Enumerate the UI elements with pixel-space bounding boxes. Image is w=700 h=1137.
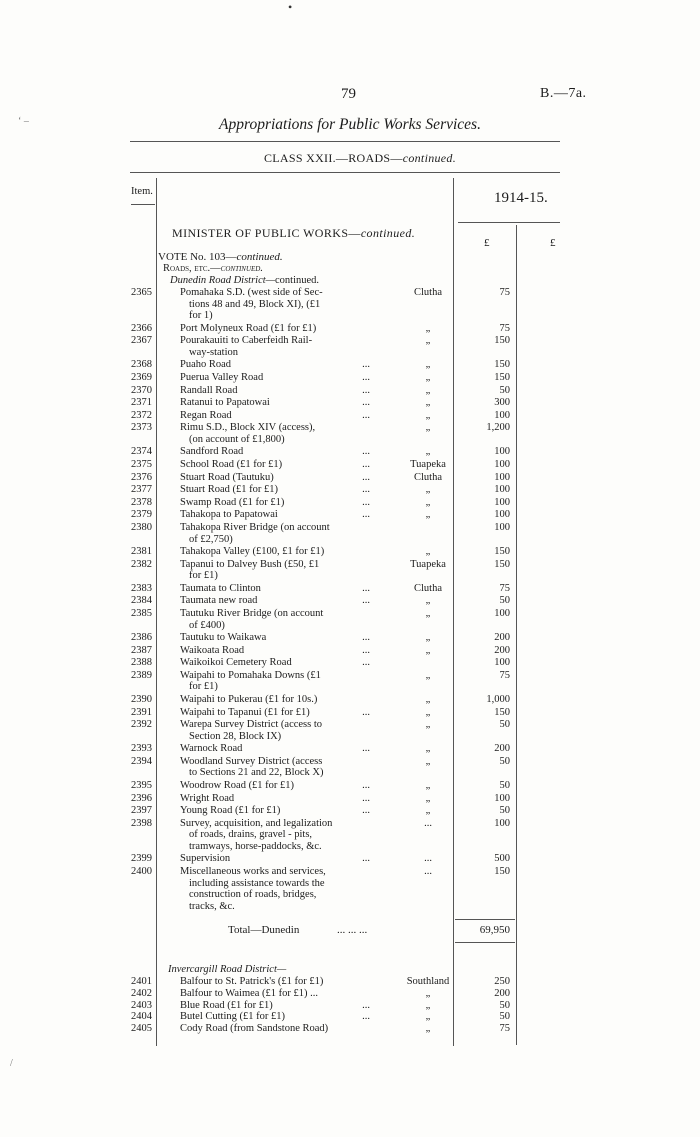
electoral-district: „ xyxy=(425,706,431,718)
description-line: Waipahi to Pomahaka Downs (£1 xyxy=(180,669,321,681)
amount: 150 xyxy=(494,558,510,570)
item-description xyxy=(180,988,370,1000)
item-column-header: Item. xyxy=(131,186,153,197)
amount: 50 xyxy=(499,755,510,767)
item-number: 2384 xyxy=(131,595,152,607)
item-number: 2405 xyxy=(131,1023,152,1035)
description-line: Taumata new road xyxy=(180,595,258,607)
amount: 75 xyxy=(499,1023,510,1035)
scan-mark: ‘ – xyxy=(18,116,29,127)
description-line: Ratanui to Papatowai xyxy=(180,397,270,409)
leader-dots: ... xyxy=(362,582,370,594)
electoral-district: „ xyxy=(425,755,431,767)
item-number: 2386 xyxy=(131,632,152,644)
description-line: Blue Road (£1 for £1) xyxy=(180,999,273,1011)
description-line: Rimu S.D., Block XIV (access), xyxy=(180,422,316,434)
total-amount: 69,950 xyxy=(479,924,510,936)
electoral-district: „ xyxy=(425,805,431,817)
pound-sign-2: £ xyxy=(550,237,556,249)
electoral-district: „ xyxy=(425,1011,431,1023)
electoral-district: Clutha xyxy=(414,471,442,483)
amount: 200 xyxy=(494,987,510,999)
pound-sign-1: £ xyxy=(484,237,490,249)
item-description xyxy=(180,446,370,458)
item-description xyxy=(180,756,370,779)
amount: 200 xyxy=(494,743,510,755)
total-leader-dots: ... ... ... xyxy=(337,924,368,936)
item-description xyxy=(180,595,370,607)
electoral-district: „ xyxy=(425,669,431,681)
item-number: 2395 xyxy=(131,780,152,791)
item-description xyxy=(180,522,370,545)
leader-dots: ... xyxy=(362,644,370,656)
item-description xyxy=(180,472,370,484)
amount: 300 xyxy=(494,397,510,409)
total-label: Total—Dunedin xyxy=(228,924,300,936)
minister-text: MINISTER OF PUBLIC WORKS— xyxy=(172,226,361,240)
description-line: Waikoata Road xyxy=(180,644,245,656)
electoral-district: „ xyxy=(425,694,431,705)
description-line: Waikoikoi Cemetery Road xyxy=(180,657,292,669)
electoral-district: „ xyxy=(425,422,431,434)
electoral-district: „ xyxy=(425,780,431,791)
description-line: Cody Road (from Sandstone Road) xyxy=(180,1023,329,1035)
description-line: Puerua Valley Road xyxy=(180,371,264,383)
electoral-district: „ xyxy=(425,608,431,619)
scan-mark: • xyxy=(288,0,293,14)
electoral-district: ... xyxy=(424,817,432,829)
item-description xyxy=(180,805,370,817)
item-number: 2400 xyxy=(131,866,152,877)
item-description xyxy=(180,866,370,912)
item-description xyxy=(180,559,370,582)
description-line: tions 48 and 49, Block XI), (£1 xyxy=(189,298,321,310)
electoral-district: „ xyxy=(425,335,431,347)
electoral-district: Tuapeka xyxy=(410,558,446,570)
amount: 50 xyxy=(499,805,510,817)
item-description xyxy=(180,546,370,558)
amount: 500 xyxy=(494,853,510,865)
amount: 150 xyxy=(494,706,510,718)
item-description xyxy=(180,335,370,358)
item-description xyxy=(180,459,370,471)
amount: 100 xyxy=(494,509,510,521)
item-number: 2367 xyxy=(131,335,152,347)
item-description xyxy=(180,1011,370,1023)
item-description xyxy=(180,645,370,657)
amount: 100 xyxy=(494,817,510,829)
amount: 75 xyxy=(499,322,510,334)
leader-dots: ... xyxy=(362,1011,370,1023)
item-number: 2366 xyxy=(131,322,152,334)
item-number: 2380 xyxy=(131,522,152,533)
leader-dots: ... xyxy=(362,706,370,718)
description-line: Taumata to Clinton xyxy=(180,582,261,594)
item-description xyxy=(180,632,370,644)
description-line: Miscellaneous works and services, xyxy=(180,866,326,877)
leader-dots: ... xyxy=(362,595,370,607)
item-number: 2392 xyxy=(131,719,152,731)
description-line: Wright Road xyxy=(180,792,235,804)
leader-dots: ... xyxy=(362,632,370,644)
description-line: Tahakopa Valley (£100, £1 for £1) xyxy=(180,546,325,558)
item-number: 2385 xyxy=(131,608,152,619)
total-lower-rule xyxy=(455,942,515,943)
item-number: 2398 xyxy=(131,817,152,829)
description-line: Port Molyneux Road (£1 for £1) xyxy=(180,322,317,334)
amount: 150 xyxy=(494,866,510,877)
minister-continued: continued. xyxy=(360,226,416,240)
item-number: 2404 xyxy=(131,1011,152,1023)
electoral-district: „ xyxy=(425,719,431,731)
leader-dots: ... xyxy=(362,446,370,458)
item-description xyxy=(180,410,370,422)
electoral-district: Clutha xyxy=(414,287,442,298)
dunedin-district-heading xyxy=(170,275,319,286)
item-number: 2399 xyxy=(131,853,152,865)
electoral-district: „ xyxy=(425,384,431,396)
description-line: Survey, acquisition, and legalization xyxy=(180,817,333,829)
item-number: 2397 xyxy=(131,805,152,817)
item-number: 2403 xyxy=(131,999,152,1011)
description-line: Waipahi to Tapanui (£1 for £1) xyxy=(180,706,310,718)
electoral-district: Southland xyxy=(406,976,450,987)
item-number: 2378 xyxy=(131,496,152,508)
item-number: 2379 xyxy=(131,509,152,521)
year-column-header: 1914-15. xyxy=(494,190,548,206)
dunedin-district-continued: continued. xyxy=(275,275,320,286)
scan-mark: / xyxy=(10,1058,13,1069)
description-line: Tapanui to Dalvey Bush (£50, £1 xyxy=(180,558,320,570)
description-line: way-station xyxy=(189,346,238,358)
item-description xyxy=(180,818,370,853)
description-line: Tautuku to Waikawa xyxy=(180,632,267,644)
item-number: 2374 xyxy=(131,446,152,458)
item-number: 2373 xyxy=(131,422,152,434)
item-description xyxy=(180,422,370,445)
amount: 100 xyxy=(494,446,510,458)
item-description xyxy=(180,1000,370,1012)
description-line: Randall Road xyxy=(180,384,238,396)
item-description xyxy=(180,670,370,693)
amount: 75 xyxy=(499,287,510,298)
item-header-rule xyxy=(131,204,155,205)
vote-continued: continued. xyxy=(236,251,283,263)
amount: 50 xyxy=(499,780,510,791)
leader-dots: ... xyxy=(362,657,370,669)
item-number: 2382 xyxy=(131,558,152,570)
description-line: tramways, horse-paddocks, &c. xyxy=(189,840,322,852)
item-description xyxy=(180,397,370,409)
item-description xyxy=(180,657,370,669)
electoral-district: „ xyxy=(425,1023,431,1035)
electoral-district: „ xyxy=(425,595,431,607)
amount: 150 xyxy=(494,359,510,371)
description-line: to Sections 21 and 22, Block X) xyxy=(189,767,324,779)
item-number: 2393 xyxy=(131,743,152,755)
amount-column-divider xyxy=(516,225,517,1045)
leader-dots: ... xyxy=(362,509,370,521)
electoral-district: „ xyxy=(425,987,431,999)
electoral-district: „ xyxy=(425,484,431,496)
description-line: construction of roads, bridges, xyxy=(189,889,317,900)
description-line: Tahakopa River Bridge (on account xyxy=(180,522,330,533)
amount: 250 xyxy=(494,976,510,987)
description-line: (on account of £1,800) xyxy=(189,433,285,445)
electoral-district: „ xyxy=(425,359,431,371)
electoral-district: Clutha xyxy=(414,582,442,594)
amount: 150 xyxy=(494,546,510,558)
description-line: for £1) xyxy=(189,570,218,582)
leader-dots: ... xyxy=(362,384,370,396)
amount: 1,200 xyxy=(486,422,510,434)
description-line: Regan Road xyxy=(180,409,232,421)
item-description xyxy=(180,372,370,384)
amount: 100 xyxy=(494,608,510,619)
description-line: Pomahaka S.D. (west side of Sec- xyxy=(180,287,323,298)
electoral-district: „ xyxy=(425,546,431,558)
item-number: 2394 xyxy=(131,755,152,767)
item-description xyxy=(180,976,370,988)
amount: 100 xyxy=(494,496,510,508)
description-line: of £2,750) xyxy=(189,533,233,545)
item-description xyxy=(180,694,370,706)
description-line: Butel Cutting (£1 for £1) xyxy=(180,1011,285,1023)
class-heading-text: CLASS XXII.—ROADS— xyxy=(263,151,403,165)
page-title: Appropriations for Public Works Services. xyxy=(219,116,481,133)
description-line: including assistance towards the xyxy=(189,877,325,889)
amount: 100 xyxy=(494,522,510,533)
description-line: Woodland Survey District (access xyxy=(180,755,323,767)
page-number: 79 xyxy=(341,86,356,102)
item-description xyxy=(180,287,370,322)
item-number: 2401 xyxy=(131,976,152,987)
item-column-divider xyxy=(156,178,157,1046)
item-description xyxy=(180,707,370,719)
item-description xyxy=(180,1023,370,1035)
item-description xyxy=(180,323,370,335)
class-heading xyxy=(0,151,700,166)
year-header-rule xyxy=(458,222,560,223)
leader-dots: ... xyxy=(362,359,370,371)
electoral-district: „ xyxy=(425,446,431,458)
item-number: 2371 xyxy=(131,397,152,409)
amount: 100 xyxy=(494,484,510,496)
description-line: Section 28, Block IX) xyxy=(189,730,282,742)
electoral-district: „ xyxy=(425,322,431,334)
item-description xyxy=(180,719,370,742)
leader-dots: ... xyxy=(362,805,370,817)
title-rule xyxy=(130,141,560,142)
description-line: Pourakauiti to Caberfeidh Rail- xyxy=(180,335,313,347)
class-heading-continued: continued. xyxy=(402,151,457,165)
item-description xyxy=(180,484,370,496)
electoral-district: „ xyxy=(425,743,431,755)
item-number: 2390 xyxy=(131,694,152,705)
item-description xyxy=(180,608,370,631)
amount: 100 xyxy=(494,471,510,483)
amount: 100 xyxy=(494,459,510,470)
description-line: of roads, drains, gravel - pits, xyxy=(189,829,313,841)
item-number: 2370 xyxy=(131,384,152,396)
description-line: of £400) xyxy=(189,619,225,631)
electoral-district: Tuapeka xyxy=(410,459,446,470)
amount: 150 xyxy=(494,335,510,347)
item-number: 2375 xyxy=(131,459,152,470)
amount: 75 xyxy=(499,669,510,681)
item-number: 2377 xyxy=(131,484,152,496)
leader-dots: ... xyxy=(362,743,370,755)
item-description xyxy=(180,359,370,371)
description-line: for 1) xyxy=(189,310,213,321)
item-number: 2388 xyxy=(131,657,152,669)
amount: 150 xyxy=(494,371,510,383)
item-number: 2376 xyxy=(131,471,152,483)
item-number: 2387 xyxy=(131,644,152,656)
table-top-rule xyxy=(130,172,560,173)
item-number: 2391 xyxy=(131,706,152,718)
leader-dots: ... xyxy=(362,496,370,508)
vote-heading xyxy=(158,251,283,263)
item-number: 2368 xyxy=(131,359,152,371)
description-line: for £1) xyxy=(189,681,218,693)
amount: 50 xyxy=(499,719,510,731)
leader-dots: ... xyxy=(362,397,370,409)
item-number: 2369 xyxy=(131,371,152,383)
total-upper-rule xyxy=(455,919,515,920)
item-description xyxy=(180,780,370,792)
electoral-district: „ xyxy=(425,632,431,644)
amount: 1,000 xyxy=(486,694,510,705)
document-reference: B.—7a. xyxy=(540,86,587,101)
electoral-district: „ xyxy=(425,496,431,508)
description-line: Swamp Road (£1 for £1) xyxy=(180,496,285,508)
amount: 50 xyxy=(499,595,510,607)
leader-dots: ... xyxy=(362,371,370,383)
description-line: Warnock Road xyxy=(180,743,243,755)
description-line: Balfour to St. Patrick's (£1 for £1) xyxy=(180,976,324,987)
description-line: Warepa Survey District (access to xyxy=(180,719,323,731)
roads-text: Roads, etc.— xyxy=(163,263,221,274)
description-line: tracks, &c. xyxy=(189,900,235,912)
electoral-district: „ xyxy=(425,792,431,804)
electoral-district: „ xyxy=(425,397,431,409)
dunedin-district-text: Dunedin Road District— xyxy=(170,275,275,286)
electoral-district: „ xyxy=(425,999,431,1011)
item-description xyxy=(180,793,370,805)
electoral-district: ... xyxy=(424,853,432,865)
invercargill-district-heading: Invercargill Road District— xyxy=(168,964,287,975)
leader-dots: ... xyxy=(362,999,370,1011)
amount: 50 xyxy=(499,384,510,396)
leader-dots: ... xyxy=(362,409,370,421)
leader-dots: ... xyxy=(362,471,370,483)
item-description xyxy=(180,853,370,865)
description-line: Puaho Road xyxy=(180,359,232,371)
minister-heading xyxy=(172,226,415,241)
item-description xyxy=(180,583,370,595)
electoral-district: ... xyxy=(424,866,432,877)
leader-dots: ... xyxy=(362,459,370,470)
item-description xyxy=(180,743,370,755)
description-line: School Road (£1 for £1) xyxy=(180,459,283,470)
description-line: Tautuku River Bridge (on account xyxy=(180,608,324,619)
description-line: Tahakopa to Papatowai xyxy=(180,509,278,521)
leader-dots: ... xyxy=(362,484,370,496)
item-number: 2402 xyxy=(131,987,152,999)
leader-dots: ... xyxy=(362,780,370,791)
item-description xyxy=(180,497,370,509)
electoral-district: „ xyxy=(425,644,431,656)
amount: 100 xyxy=(494,792,510,804)
item-description xyxy=(180,509,370,521)
description-line: Balfour to Waimea (£1 for £1) ... xyxy=(180,987,319,999)
item-number: 2383 xyxy=(131,582,152,594)
description-line: Supervision xyxy=(180,853,231,865)
electoral-district: „ xyxy=(425,509,431,521)
description-line: Sandford Road xyxy=(180,446,244,458)
leader-dots: ... xyxy=(362,792,370,804)
vote-text: VOTE No. 103— xyxy=(158,251,237,263)
amount: 100 xyxy=(494,409,510,421)
amount: 200 xyxy=(494,644,510,656)
amount: 75 xyxy=(499,582,510,594)
roads-heading xyxy=(163,263,263,274)
description-line: Waipahi to Pukerau (£1 for 10s.) xyxy=(180,694,318,705)
description-line: Stuart Road (£1 for £1) xyxy=(180,484,278,496)
amount: 200 xyxy=(494,632,510,644)
item-number: 2365 xyxy=(131,287,152,298)
electoral-district: „ xyxy=(425,409,431,421)
roads-continued: continued. xyxy=(220,263,263,274)
item-number: 2389 xyxy=(131,669,152,681)
amount: 50 xyxy=(499,999,510,1011)
item-description xyxy=(180,385,370,397)
amount: 100 xyxy=(494,657,510,669)
item-number: 2396 xyxy=(131,792,152,804)
description-line: Stuart Road (Tautuku) xyxy=(180,471,274,483)
amount: 50 xyxy=(499,1011,510,1023)
description-line: Young Road (£1 for £1) xyxy=(180,805,281,817)
item-number: 2372 xyxy=(131,409,152,421)
description-line: Woodrow Road (£1 for £1) xyxy=(180,780,295,791)
electoral-district: „ xyxy=(425,371,431,383)
item-number: 2381 xyxy=(131,546,152,558)
leader-dots: ... xyxy=(362,853,370,865)
